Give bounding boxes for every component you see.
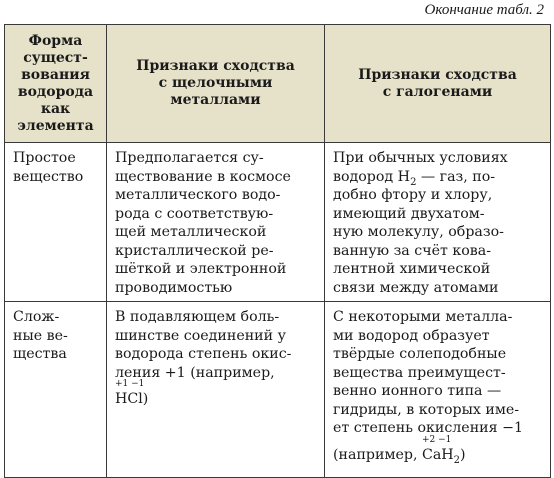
text-line: рода с соответствую- <box>115 205 274 222</box>
text-line: металлического водо- <box>115 187 281 203</box>
text-line: сущест- <box>23 49 88 66</box>
text-line: с галогенами <box>382 83 493 100</box>
text-line: металлами <box>170 92 261 108</box>
text-line: элемента <box>17 117 94 134</box>
text-line: ные ве- <box>13 327 68 344</box>
cell-halogen-simple <box>325 143 551 302</box>
cell-halogen-compound: С некоторыми металла- ми водород образует твёрдые солеподобные вещества преимущест- венно ионного типа — гидриды, в которых име- ет степень окисления −1 (например, +2 −1 CaH$_2$) <box>325 302 551 478</box>
cell-alkali-simple <box>107 143 325 302</box>
text-line: ми водород образует <box>333 327 490 344</box>
text-line: Слож- <box>13 309 60 325</box>
text-line: венно ионного типа — <box>333 383 502 399</box>
cah2-formula: +2 −1 CaH$_2$ <box>421 434 461 466</box>
text-line: вещество <box>13 168 84 185</box>
table-row-compound <box>5 302 551 478</box>
text-line: ления +1 (например, <box>115 364 275 381</box>
text-line: При обычных условиях <box>333 150 508 166</box>
text-line: водорода степень окис- <box>115 346 292 362</box>
text-line: вещества преимущест- <box>333 364 506 381</box>
text-line: С некоторыми металла- <box>333 309 513 325</box>
text-line: имеющий двухатом- <box>333 205 485 222</box>
text-line: Признаки сходства <box>358 66 517 83</box>
text-line: лентной химической <box>333 261 491 277</box>
text-line: кристаллической ре- <box>115 242 274 259</box>
text-line: ет степень окисления −1 <box>333 420 523 436</box>
cell-form-simple <box>5 143 107 302</box>
text-line: с щелочными <box>158 75 273 91</box>
table-row-simple <box>5 143 551 302</box>
text-line: щества <box>13 346 67 362</box>
header-alkali <box>107 25 325 143</box>
hcl-formula: +1 −1 HCl) <box>115 379 149 407</box>
text-line: шёткой и электронной <box>115 261 287 277</box>
text-line: В подавляющем боль- <box>115 309 280 325</box>
cell-form-compound <box>5 302 107 478</box>
text-line: проводимостью <box>115 279 233 296</box>
text-line: ществование в космосе <box>115 168 291 185</box>
comparison-table <box>4 24 551 478</box>
text-line: водорода <box>17 83 94 100</box>
text-line: шинстве соединений у <box>115 327 286 344</box>
cell-alkali-compound <box>107 302 325 478</box>
header-form <box>5 25 107 143</box>
text-line: гидриды, в которых име- <box>333 401 520 418</box>
header-halogen <box>325 25 551 143</box>
text-line: вования <box>21 66 90 83</box>
text-line: Признаки сходства <box>136 58 295 74</box>
text-line: как <box>40 100 71 117</box>
table-caption: Окончание табл. 2 <box>424 2 544 18</box>
text-line: Форма <box>28 32 83 49</box>
text-line: ную молекулу, образо- <box>333 224 504 240</box>
text-line: Простое <box>13 150 76 166</box>
text-line: добно фтору и хлору, <box>333 187 493 203</box>
text-line: твёрдые солеподобные <box>333 346 507 362</box>
text-line: связи между атомами <box>333 279 499 296</box>
text-line: Предполагается су- <box>115 150 264 166</box>
h2-line: водород $H_2$ — газ, по- <box>333 168 496 188</box>
text-line: ванную за счёт кова- <box>333 242 492 259</box>
text-line: щей металлической <box>115 224 267 240</box>
